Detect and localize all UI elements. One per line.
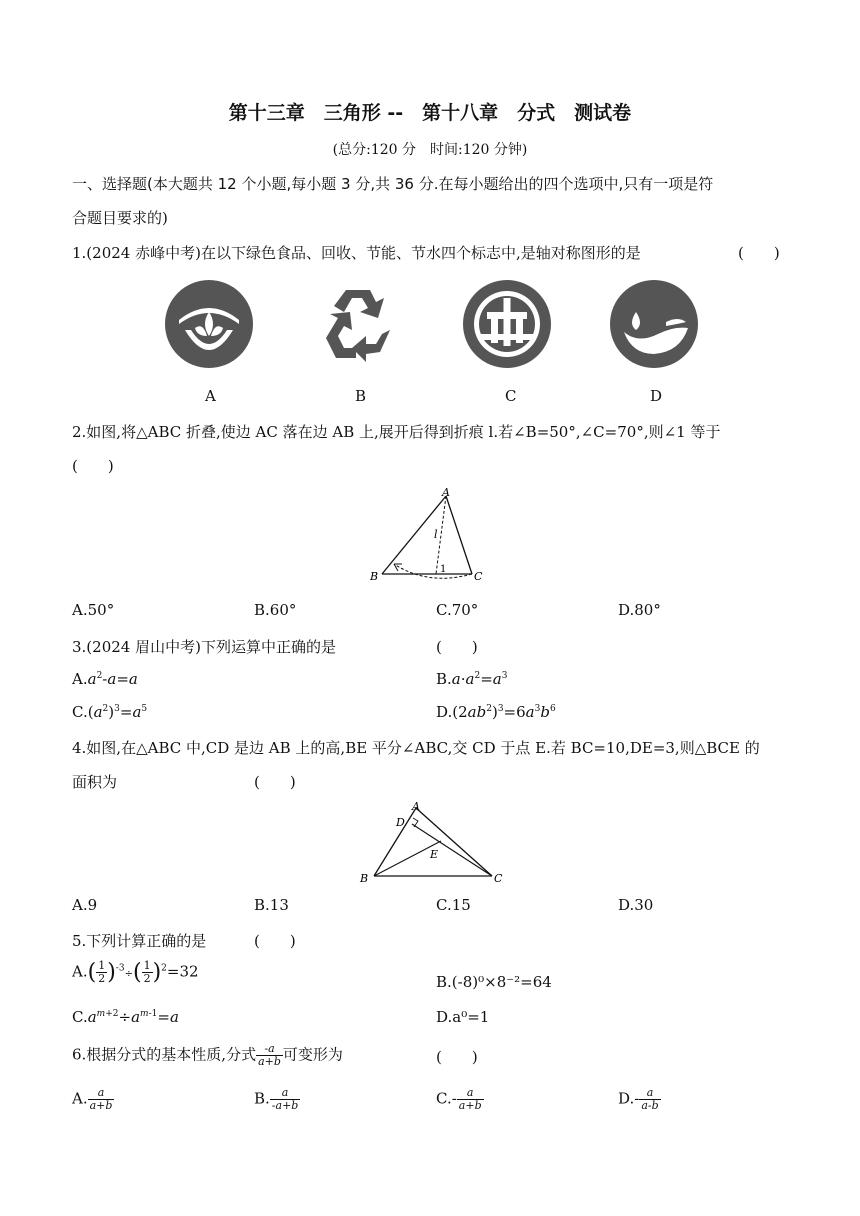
- q4-fig-label-c: C: [494, 872, 503, 885]
- q1-label-b: B: [355, 387, 367, 405]
- q4-text-line1: 4.如图,在△ABC 中,CD 是边 AB 上的高,BE 平分∠ABC,交 CD 于点 E.若 BC=10,DE=3,则△BCE 的: [72, 739, 760, 757]
- page-title: 第十三章 三角形 -- 第十八章 分式 测试卷: [228, 102, 632, 124]
- green-food-logo-icon: [163, 278, 255, 370]
- q6-option-a: A. $\frac{a}{a+b}$: [72, 1086, 113, 1112]
- q2-option-b: B.60°: [254, 601, 297, 619]
- q6-option-c: C.- $\frac{a}{a+b}$: [436, 1086, 482, 1112]
- q3-option-a: $A.a^2-a=a$: [72, 670, 138, 688]
- q4-fig-label-e: E: [430, 848, 439, 861]
- recycle-logo-icon: [312, 278, 404, 370]
- q2-fig-label-c: C: [474, 570, 483, 583]
- q5-answer-blank: ( ): [254, 932, 296, 950]
- q1-text: 1.(2024 赤峰中考)在以下绿色食品、回收、节能、节水四个标志中,是轴对称图形的是: [72, 244, 641, 262]
- q3-text: 3.(2024 眉山中考)下列运算中正确的是: [72, 638, 336, 656]
- q4-option-d: D.30: [618, 896, 654, 914]
- q2-option-c: C.70°: [436, 601, 479, 619]
- q3-option-b: $B.a\cdot a^2=a^3$: [436, 670, 508, 688]
- q4-fig-label-a: A: [412, 800, 420, 813]
- page-subtitle: (总分:120 分 时间:120 分钟): [332, 142, 528, 158]
- q3-answer-blank: ( ): [436, 638, 478, 656]
- q2-fig-label-a: A: [442, 486, 450, 499]
- q2-text-line1: 2.如图,将△ABC 折叠,使边 AC 落在边 AB 上,展开后得到折痕 l.若∠B=50°,∠C=70°,则∠1 等于: [72, 423, 721, 441]
- q1-answer-blank: ( ): [738, 244, 780, 262]
- q6-text: 6.根据分式的基本性质,分式 $\frac{-a}{a+b}$ 可变形为: [72, 1042, 343, 1068]
- q1-label-c: C: [505, 387, 517, 405]
- q3-option-d: $D.(2ab^2)^3=6a^3b^6$: [436, 703, 556, 721]
- q4-option-c: C.15: [436, 896, 471, 914]
- q4-triangle-figure: [356, 796, 506, 888]
- q4-answer-blank: ( ): [254, 773, 296, 791]
- q1-label-a: A: [205, 387, 216, 405]
- energy-saving-logo-icon: [461, 278, 553, 370]
- q6-answer-blank: ( ): [436, 1048, 478, 1066]
- q4-option-a: A.9: [72, 896, 98, 914]
- q2-fig-label-1: 1: [440, 564, 447, 575]
- q2-fig-label-b: B: [370, 570, 379, 583]
- q4-text-line2: 面积为: [72, 773, 118, 791]
- q5-option-d: D.a⁰=1: [436, 1008, 490, 1026]
- water-saving-logo-icon: [608, 278, 700, 370]
- q5-option-b: B.(-8)⁰×8⁻²=64: [436, 973, 552, 991]
- q2-text-line2: ( ): [72, 457, 114, 475]
- q6-option-d: D.- $\frac{a}{a-b}$: [618, 1086, 659, 1112]
- q6-option-b: B. $\frac{a}{-a+b}$: [254, 1086, 299, 1112]
- q4-fig-label-b: B: [360, 872, 369, 885]
- q2-option-a: A.50°: [72, 601, 115, 619]
- q5-option-a: A. ( $\frac{1}{2}$ ) $^{-3}$÷ ( $\frac{1}{2}$ ) $^2$=32: [72, 959, 199, 985]
- section-heading-line1: 一、选择题(本大题共 12 个小题,每小题 3 分,共 36 分.在每小题给出的四个选项中,只有一项是符: [72, 175, 714, 193]
- section-heading-line2: 合题目要求的): [72, 209, 168, 227]
- q3-option-c: $C.(a^2)^3=a^5$: [72, 703, 148, 721]
- q2-option-d: D.80°: [618, 601, 661, 619]
- q2-triangle-figure: [368, 486, 494, 586]
- q5-text: 5.下列计算正确的是: [72, 932, 207, 950]
- q4-fig-label-d: D: [396, 816, 405, 829]
- q1-label-d: D: [650, 387, 663, 405]
- q2-fig-label-l: l: [434, 528, 438, 541]
- q4-option-b: B.13: [254, 896, 289, 914]
- q5-option-c: $C.a^{m+2}\div a^{m-1}=a$: [72, 1008, 179, 1026]
